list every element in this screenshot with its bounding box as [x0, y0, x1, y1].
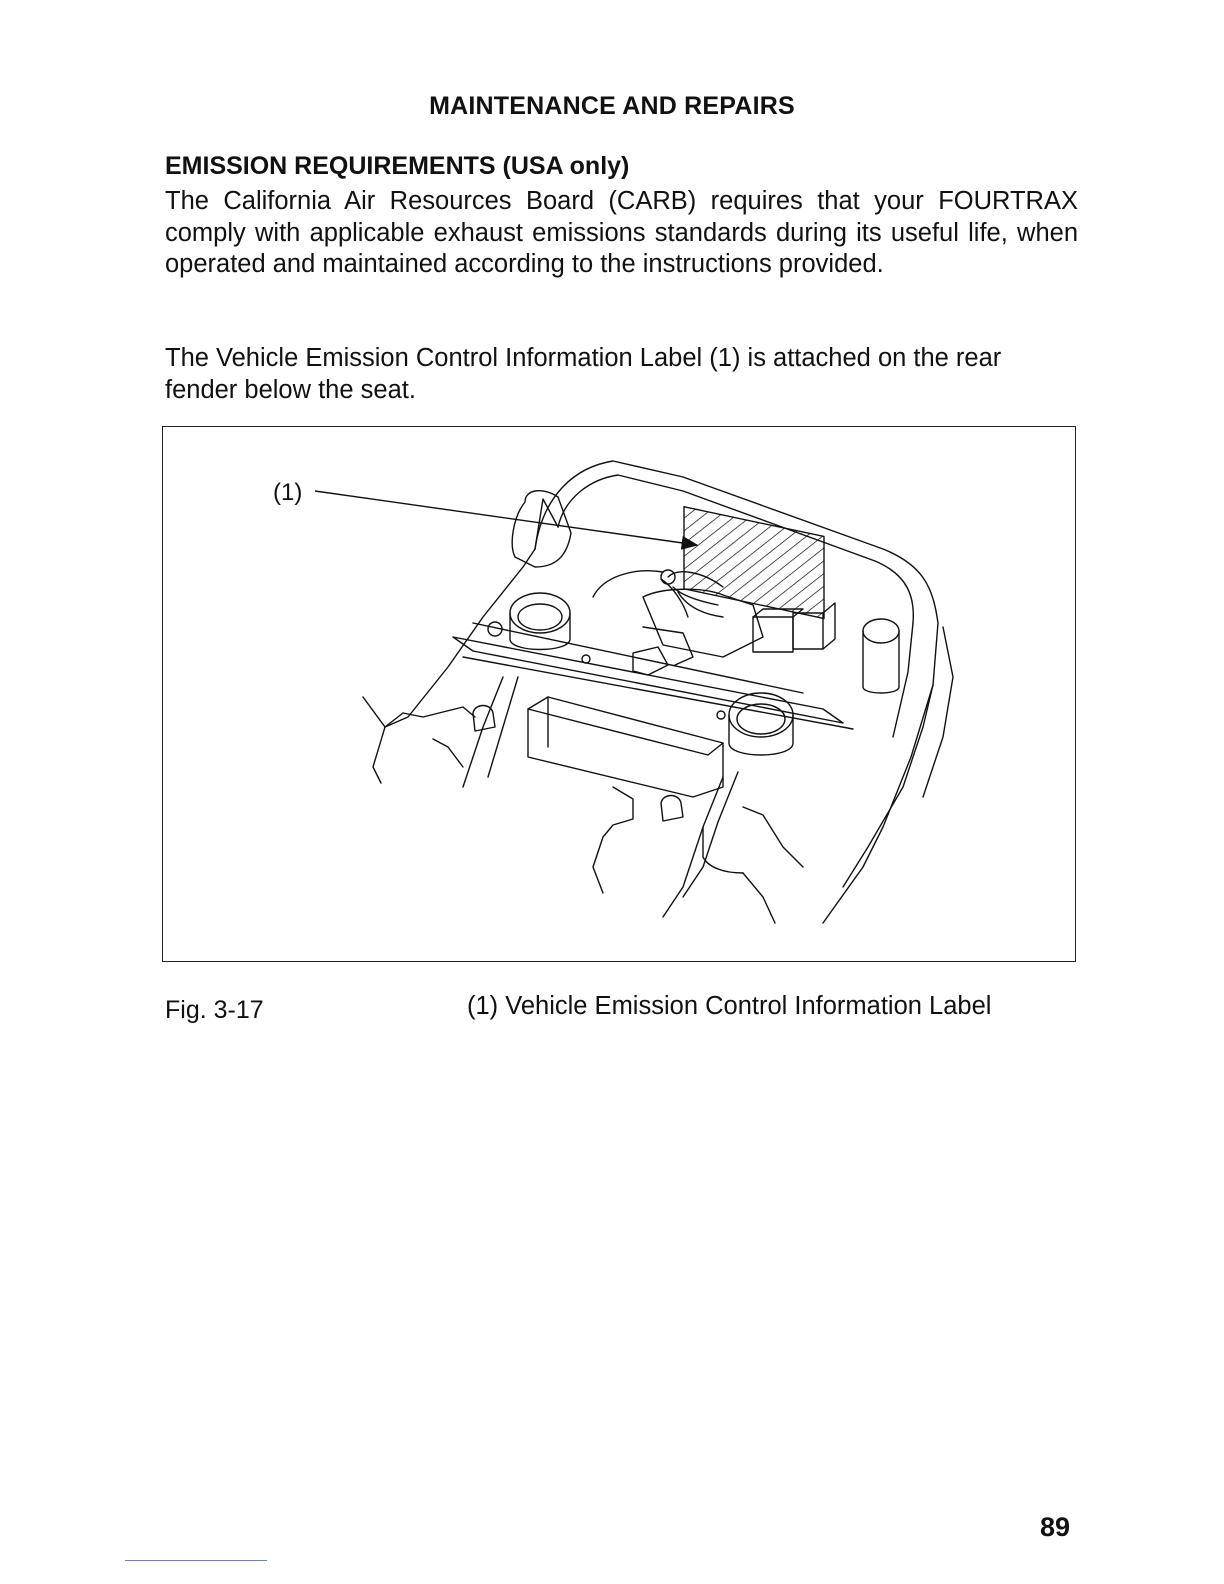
bottom-divider	[125, 1560, 267, 1561]
figure-caption: (1) Vehicle Emission Control Information Label	[467, 992, 992, 1020]
subheading: EMISSION REQUIREMENTS (USA only)	[165, 152, 630, 180]
paragraph-label-location: The Vehicle Emission Control Information Label (1) is attached on the rear fender below the seat.	[165, 344, 1002, 404]
figure-number: Fig. 3-17	[165, 996, 264, 1024]
figure-illustration	[162, 426, 1076, 962]
callout-leader-line	[315, 491, 697, 545]
section-title: MAINTENANCE AND REPAIRS	[429, 92, 795, 120]
figure-callout-label: (1)	[273, 479, 303, 506]
page-number: 89	[1040, 1512, 1071, 1542]
rear-fender-drawing	[163, 427, 1076, 962]
paragraph-carb: The California Air Resources Board (CARB) requires that your FOURTRAX comply with applicable exhaust emissions standards during its useful life, when operated and maintained according to the instructions provided.	[165, 187, 1078, 278]
